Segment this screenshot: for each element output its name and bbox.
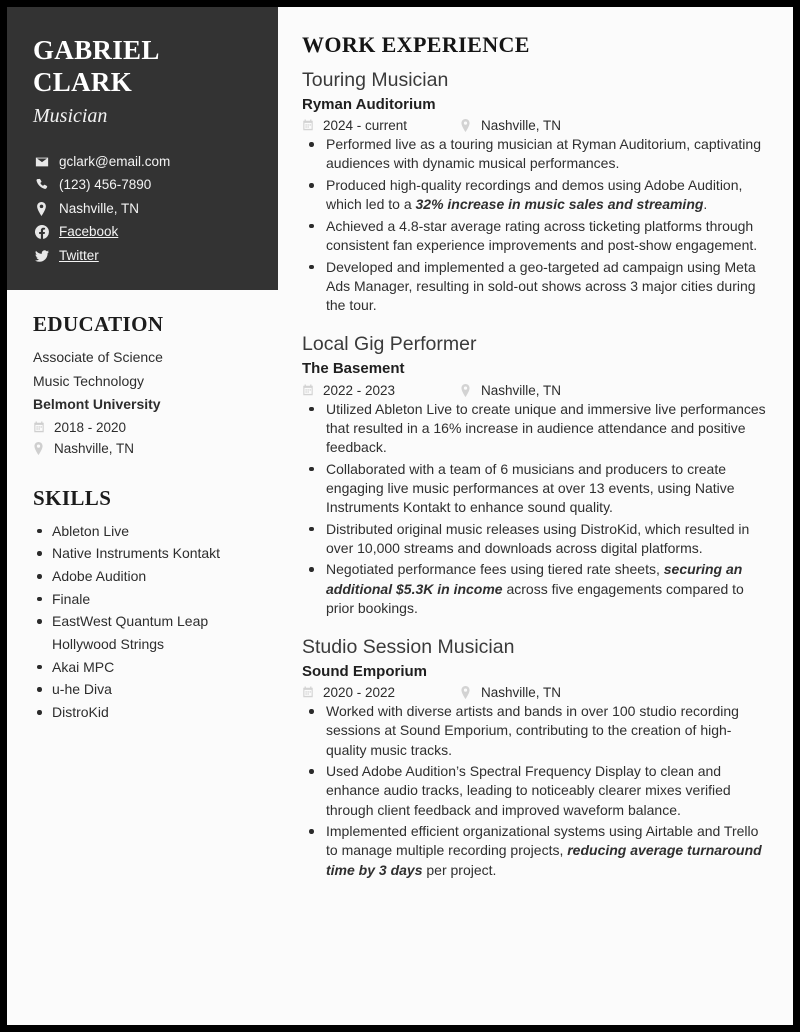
job-meta [302,685,769,700]
work-experience-section [278,7,793,1025]
sidebar-body-panel [7,290,278,734]
job-duties-list [302,400,769,618]
job-company: Ryman Auditorium [302,95,436,113]
list-item: EastWest Quantum Leap Hollywood Strings [33,610,252,655]
list-item: Worked with diverse artists and bands in over 100 studio recording sessions at Sound Emporium, contributing to the creation of high-quality music tracks. [302,702,769,760]
job-entry [302,332,769,618]
list-item: Finale [33,588,252,611]
skills-heading: SKILLS [33,485,112,510]
job-dates-cell [302,685,460,700]
calendar-icon [302,686,316,699]
calendar-icon [33,421,47,434]
education-field: Music Technology [33,372,145,389]
job-location: Nashville, TN [481,685,562,701]
sidebar [7,7,278,1025]
job-location-cell [460,118,561,133]
contact-location [33,197,252,221]
job-dates-cell [302,383,460,398]
list-item: Adobe Audition [33,565,252,588]
education-location: Nashville, TN [54,441,135,457]
highlight-text: 32% increase in music sales and streaming [415,196,704,213]
list-item: Collaborated with a team of 6 musicians and producers to create engaging live music performances at over 13 events, using Native Instruments Kontakt to enhance sound quality. [302,460,769,518]
work-experience-heading: WORK EXPERIENCE [302,32,530,57]
list-item: Utilized Ableton Live to create unique and immersive live performances that resulted in a 16% increase in audience attendance and positive feedback. [302,400,769,458]
education-dates: 2018 - 2020 [54,419,127,435]
list-item: Developed and implemented a geo-targeted ad campaign using Meta Ads Manager, resulting in sold-out shows across 3 major cities during the tour. [302,258,769,316]
contact-facebook[interactable] [33,220,252,244]
list-item: u-he Diva [33,678,252,701]
job-duties-list [302,135,769,315]
contact-twitter[interactable] [33,244,252,268]
list-item: Achieved a 4.8-star average rating across ticketing platforms through consistent fan experience improvements and post-show engagement. [302,217,769,255]
education-dates-row [33,417,252,439]
twitter-icon [33,249,50,263]
facebook-icon [33,225,50,239]
job-title: Local Gig Performer [302,333,477,356]
job-company: The Basement [302,360,405,378]
contact-location-text: Nashville, TN [59,200,140,216]
location-pin-icon [460,686,474,699]
location-pin-icon [460,119,474,132]
calendar-icon [302,119,316,132]
contact-facebook-link[interactable]: Facebook [59,224,119,240]
list-item: Implemented efficient organizational systems using Airtable and Trello to manage multiple recording projects, reducing average turnaround time by 3 days per project. [302,822,769,880]
list-item: Distributed original music releases using DistroKid, which resulted in over 10,000 streams and downloads across digital platforms. [302,520,769,558]
job-location-cell [460,383,561,398]
list-item: Produced high-quality recordings and demos using Adobe Audition, which led to a 32% increase in music sales and streaming. [302,176,769,214]
education-degree: Associate of Science [33,349,163,365]
list-item: Used Adobe Audition’s Spectral Frequency Display to clean and enhance audio tracks, leading to noticeably clearer mixes verified through client feedback and improved waveform balance. [302,762,769,820]
list-item: Negotiated performance fees using tiered rate sheets, securing an additional $5.3K in income across five engagements compared to prior bookings. [302,560,769,618]
contact-phone [33,173,252,197]
contact-list [33,150,252,268]
location-pin-icon [33,442,47,455]
contact-twitter-link[interactable]: Twitter [59,247,99,263]
contact-email [33,150,252,174]
job-meta [302,118,769,133]
sidebar-header-panel [7,7,278,290]
job-list [302,68,769,880]
job-dates: 2024 - current [323,118,408,134]
list-item: DistroKid [33,701,252,724]
list-item: Ableton Live [33,520,252,543]
education-section [33,312,252,460]
job-location-cell [460,685,561,700]
candidate-name [33,35,252,99]
location-pin-icon [460,384,474,397]
job-dates-cell [302,118,460,133]
list-item: Native Instruments Kontakt [33,542,252,565]
candidate-last-name: CLARK [33,66,133,97]
job-duties-list [302,702,769,880]
job-location: Nashville, TN [481,382,562,398]
location-pin-icon [33,202,50,216]
job-meta [302,383,769,398]
contact-phone-text: (123) 456-7890 [59,177,152,193]
highlight-text: securing an additional $5.3K in income [326,561,743,597]
list-item: Akai MPC [33,656,252,679]
contact-email-text: gclark@email.com [59,153,171,169]
job-title: Touring Musician [302,69,449,91]
job-entry [302,635,769,880]
highlight-text: reducing average turnaround time by 3 days [326,842,762,878]
job-location: Nashville, TN [481,118,562,134]
list-item: Performed live as a touring musician at Ryman Auditorium, captivating audiences with dynamic musical performances. [302,135,769,173]
candidate-first-name: GABRIEL [33,35,160,65]
job-entry [302,68,769,315]
job-dates: 2022 - 2023 [323,382,396,398]
job-title: Studio Session Musician [302,635,515,658]
phone-icon [33,178,50,192]
job-company: Sound Emporium [302,662,427,680]
candidate-role: Musician [33,104,108,127]
skills-section [33,486,252,724]
education-school: Belmont University [33,396,161,413]
calendar-icon [302,384,316,397]
skills-list [33,520,252,724]
education-location-row [33,438,252,460]
education-heading: EDUCATION [33,312,164,336]
job-dates: 2020 - 2022 [323,685,396,701]
envelope-icon [33,155,50,169]
